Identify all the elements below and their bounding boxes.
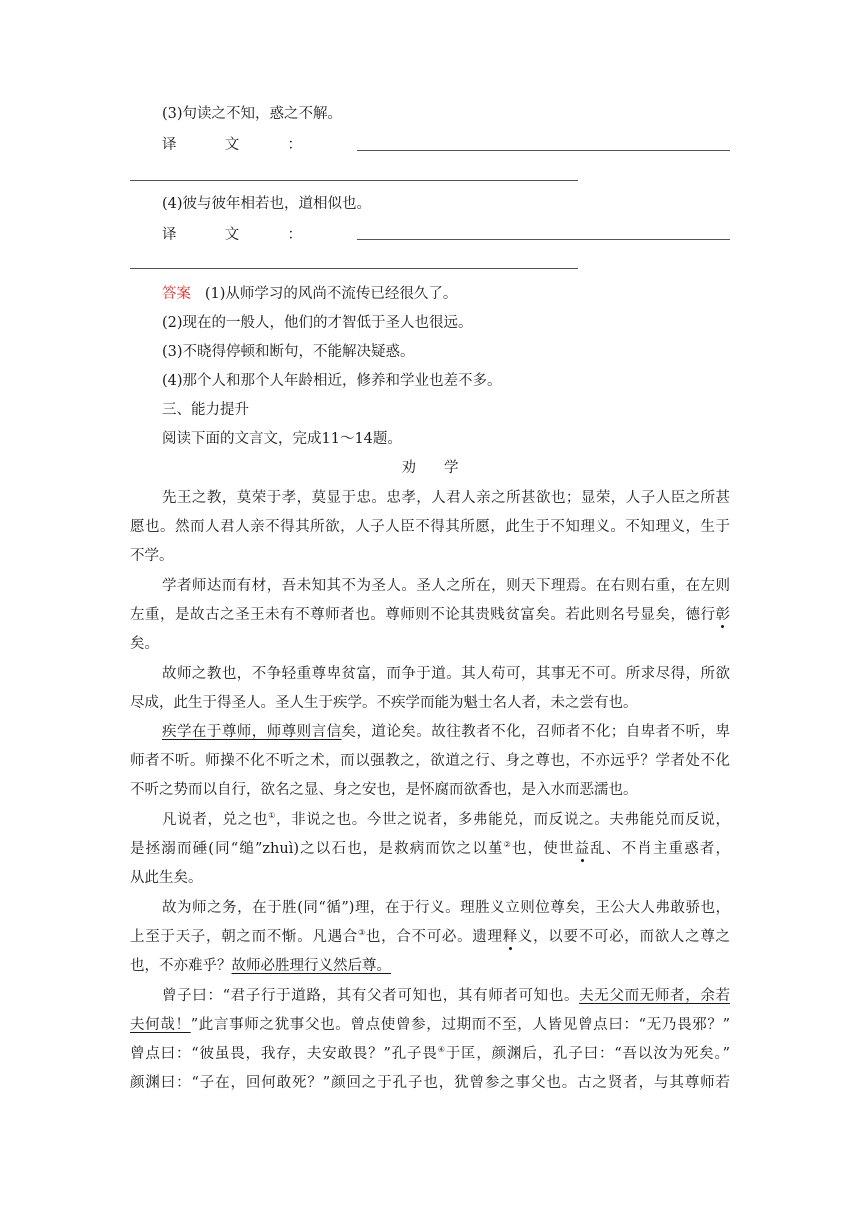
footnote-marker: ②	[503, 840, 512, 849]
answer-line-3: (3)不晓得停顿和断句，不能解决疑惑。	[162, 344, 415, 360]
paragraph-line: 也，不亦难乎？故师必胜理行义然后尊。	[130, 958, 391, 974]
underlined-sentence: 故师必胜理行义然后尊。	[231, 958, 391, 974]
answer-text: (1)从师学习的风尚不流传已经很久了。	[204, 286, 458, 302]
answer-blank-line[interactable]	[357, 239, 730, 240]
paragraph-line: 学者师达而有材，吾未知其不为圣人。圣人之所在，则天下理焉。在右则右重，在左则	[162, 578, 730, 594]
section-heading: 三、能力提升	[162, 402, 249, 418]
paragraph-line: 是拯溺而硾(同“缒”zhuì)之以石也，是救病而饮之以堇②也，使世益乱、不肖主重惑者，	[130, 840, 731, 857]
underlined-sentence: 夫何哉！	[130, 1017, 191, 1033]
label-char: ：	[287, 137, 302, 153]
paragraph-line: 不听之势而以自行，欲名之显、身之安也，是怀腐而欲香也，是入水而恶濡也。	[130, 782, 638, 798]
paragraph-line: 疾学在于尊师，师尊则言信矣，道论矣。故往教者不化，召师者不化；自卑者不听，卑	[162, 724, 730, 740]
question-3-sentence: (3)句读之不知，惑之不解。	[162, 106, 343, 122]
answer-blank-line[interactable]	[130, 268, 578, 269]
footnote-marker: ③	[358, 928, 366, 937]
label-char: 文	[224, 227, 240, 243]
answer-line-4: (4)那个人和那个人年龄相近，修养和学业也差不多。	[162, 373, 502, 389]
underlined-sentence: 夫无父而无师者，余若	[579, 988, 730, 1004]
question-4-sentence: (4)彼与彼年相若也，道相似也。	[162, 196, 372, 212]
paragraph-line: 故为师之务，在于胜(同“循”)理，在于行义。理胜义立则位尊矣，王公大人弗敢骄也，	[162, 900, 730, 916]
paragraph-line: 先王之教，莫荣于孝，莫显于忠。忠孝，人君人亲之所甚欲也；显荣，人子人臣之所甚	[162, 490, 730, 506]
label-char: 译	[162, 227, 177, 243]
paragraph-line: 师者不听。师操不化不听之术，而以强教之，欲道之行、身之尊也，不亦远乎？学者处不化	[130, 753, 730, 769]
paragraph-line: 从此生矣。	[130, 870, 203, 886]
paragraph-line: 矣。	[130, 636, 159, 652]
translation-label-3	[162, 135, 302, 155]
answer-label: 答案	[162, 286, 191, 302]
reading-instruction: 阅读下面的文言文，完成11～14题。	[162, 431, 402, 447]
paragraph-line: 上至于天子，朝之而不惭。凡遇合③也，合不可必。遗理释义，以要不可必，而欲人之尊之	[130, 928, 731, 945]
paragraph-line: 左重，是故古之圣王未有不尊师者也。尊师则不论其贵贱贫富矣。若此则名号显矣，德行彰	[130, 607, 730, 623]
paragraph-line: 愿也。然而人君人亲不得其所欲，人子人臣不得其所愿，此生于不知理义。不知理义，生于	[130, 519, 730, 535]
answer-line-2: (2)现在的一般人，他们的才智低于圣人也很远。	[162, 315, 473, 331]
answer-line-1	[162, 284, 457, 304]
footnote-marker: ④	[437, 1045, 446, 1054]
translation-label-4	[162, 225, 302, 245]
emphasis-dot-char: 益	[574, 841, 591, 857]
underlined-sentence: 疾学在于尊师，师尊则言信	[162, 724, 342, 740]
paragraph-line: 故师之教也，不争轻重尊卑贫富，而争于道。其人苟可，其事无不可。所求尽得，所欲	[162, 666, 730, 682]
paragraph-line: 凡说者，兑之也①，非说之也。今世之说者，多弗能兑，而反说之。夫弗能兑而反说，	[162, 811, 731, 828]
paragraph-line: 不学。	[130, 548, 174, 564]
passage-title: 劝学	[401, 460, 487, 476]
emphasis-dot-char: 彰	[715, 607, 730, 623]
footnote-marker: ①	[268, 811, 276, 820]
label-char: 文	[224, 137, 240, 153]
answer-blank-line[interactable]	[130, 180, 578, 181]
paragraph-line: 颜渊曰：“子在，回何敢死？”颜回之于孔子也，犹曾参之事父也。古之贤者，与其尊师若	[130, 1075, 730, 1091]
label-char: ：	[287, 227, 302, 243]
paragraph-line: 曾点曰：“彼虽畏，我存，夫安敢畏？”孔子畏④于匡，颜渊后，孔子曰：“吾以汝为死矣。”	[130, 1045, 730, 1062]
paragraph-line: 尽成，此生于得圣人。圣人生于疾学。不疾学而能为魁士名人者，未之尝有也。	[130, 695, 638, 711]
emphasis-dot-char: 释	[502, 929, 518, 945]
paragraph-line: 曾子曰：“君子行于道路，其有父者可知也，其有师者可知也。夫无父而无师者，余若	[162, 988, 730, 1004]
answer-blank-line[interactable]	[357, 150, 730, 151]
label-char: 译	[162, 137, 177, 153]
paragraph-line: 夫何哉！”此言事师之犹事父也。曾点使曾参，过期而不至，人皆见曾点曰：“无乃畏邪？”	[130, 1017, 730, 1033]
